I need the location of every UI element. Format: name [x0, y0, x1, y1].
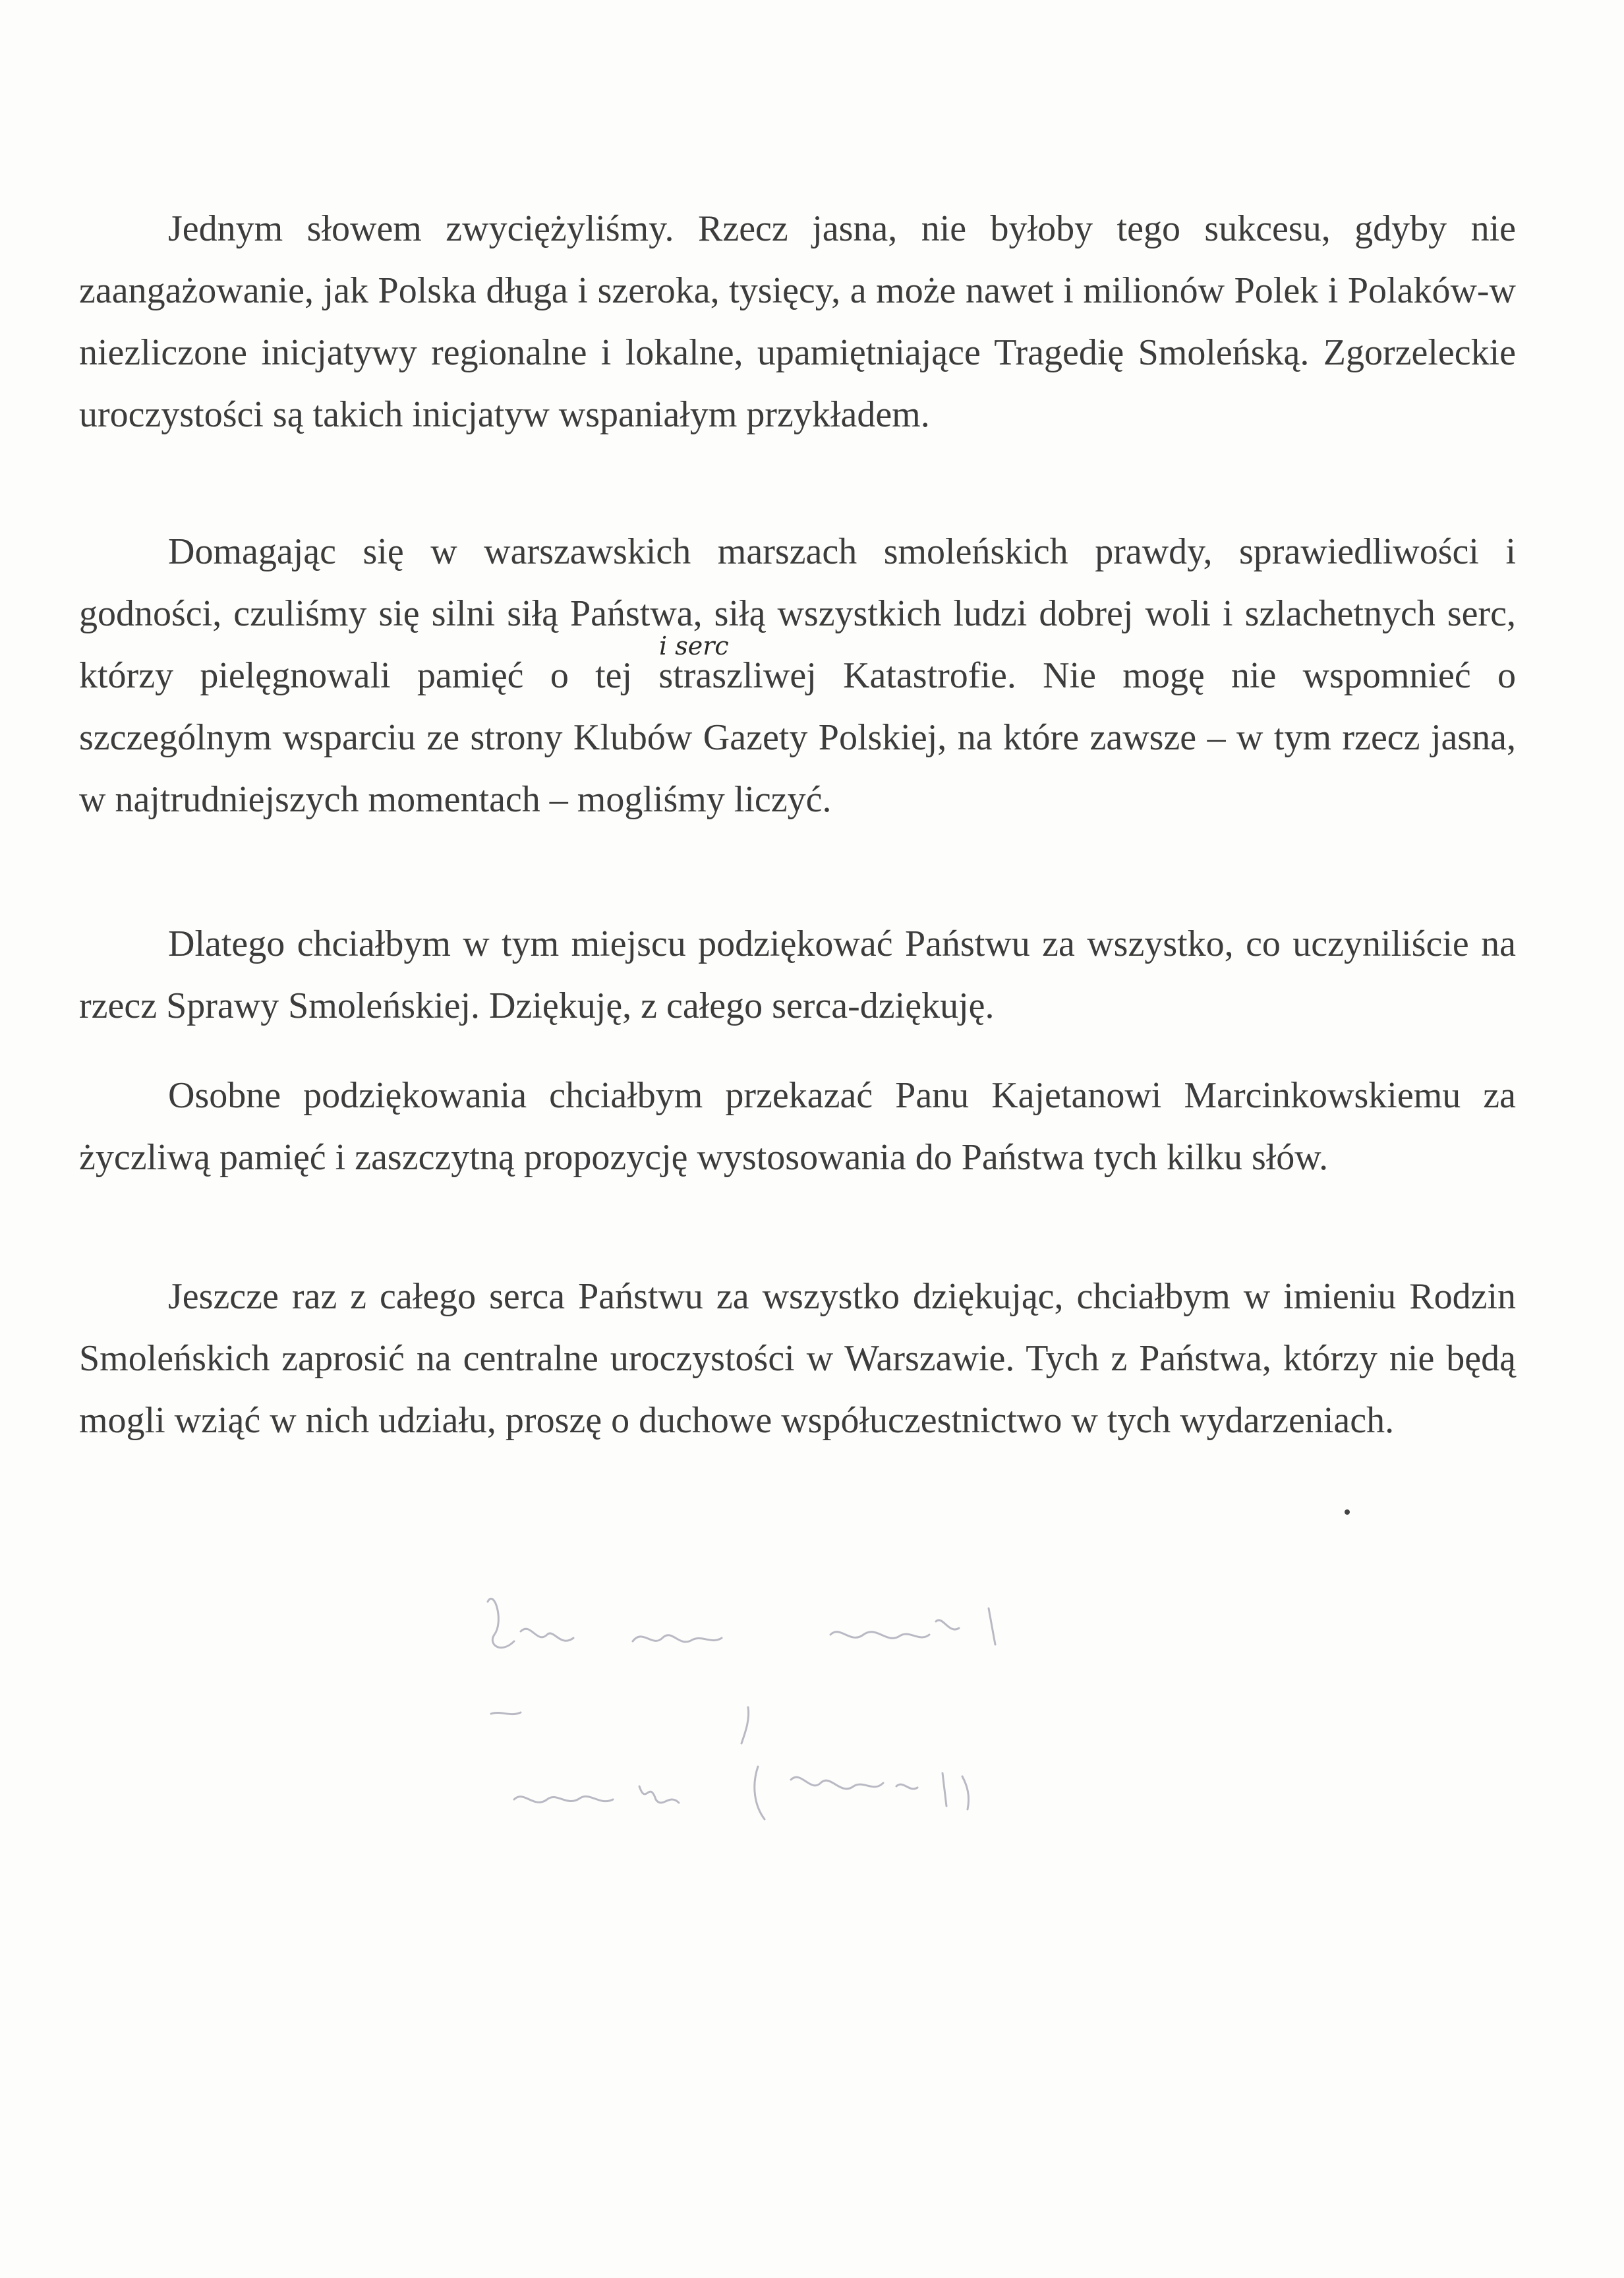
paragraph-2: Domagając się w warszawskich marszach smoleńskich prawdy, sprawiedliwości i godności, czuliśmy się silni siłą Państwa, siłą wszystkich ludzi dobrej woli i szlachetnych serc, którzy pielęgnowali pamięć o tej straszliwej Katastrofie. Nie mogę nie wspomnieć o szczególnym wsparciu ze strony Klubów Gazety Polskiej, na które zawsze – w tym rzecz jasna, w najtrudniejszych momentach – mogliśmy liczyć.	[79, 531, 1516, 820]
paragraph-5: Jeszcze raz z całego serca Państwu za wszystko dziękując, chciałbym w imieniu Rodzin Smoleńskich zaprosić na centralne uroczystości w Warszawie. Tych z Państwa, którzy nie będą mogli wziąć w nich udziału, proszę o duchowe współuczestnictwo w tych wydarzeniach.	[79, 1276, 1516, 1441]
paragraph-3: Dlatego chciałbym w tym miejscu podziękować Państwu za wszystko, co uczyniliście na rzecz Sprawy Smoleńskiej. Dziękuję, z całego serca-dziękuję.	[79, 923, 1516, 1026]
paragraph-1: Jednym słowem zwyciężyliśmy. Rzecz jasna, nie byłoby tego sukcesu, gdyby nie zaangażowanie, jak Polska długa i szeroka, tysięcy, a może nawet i milionów Polek i Polaków-w niezliczone inicjatywy regionalne i lokalne, upamiętniające Tragedię Smoleńską. Zgorzeleckie uroczystości są takich inicjatyw wspaniałym przykładem.	[79, 208, 1516, 435]
paragraph-4: Osobne podziękowania chciałbym przekazać Panu Kajetanowi Marcinkowskiemu za życzliwą pamięć i zaszczytną propozycję wystosowania do Państwa tych kilku słów.	[79, 1075, 1516, 1178]
ink-dot	[1345, 1509, 1350, 1515]
handwritten-signature	[475, 1582, 1068, 1859]
handwritten-correction: i serc	[659, 631, 729, 660]
